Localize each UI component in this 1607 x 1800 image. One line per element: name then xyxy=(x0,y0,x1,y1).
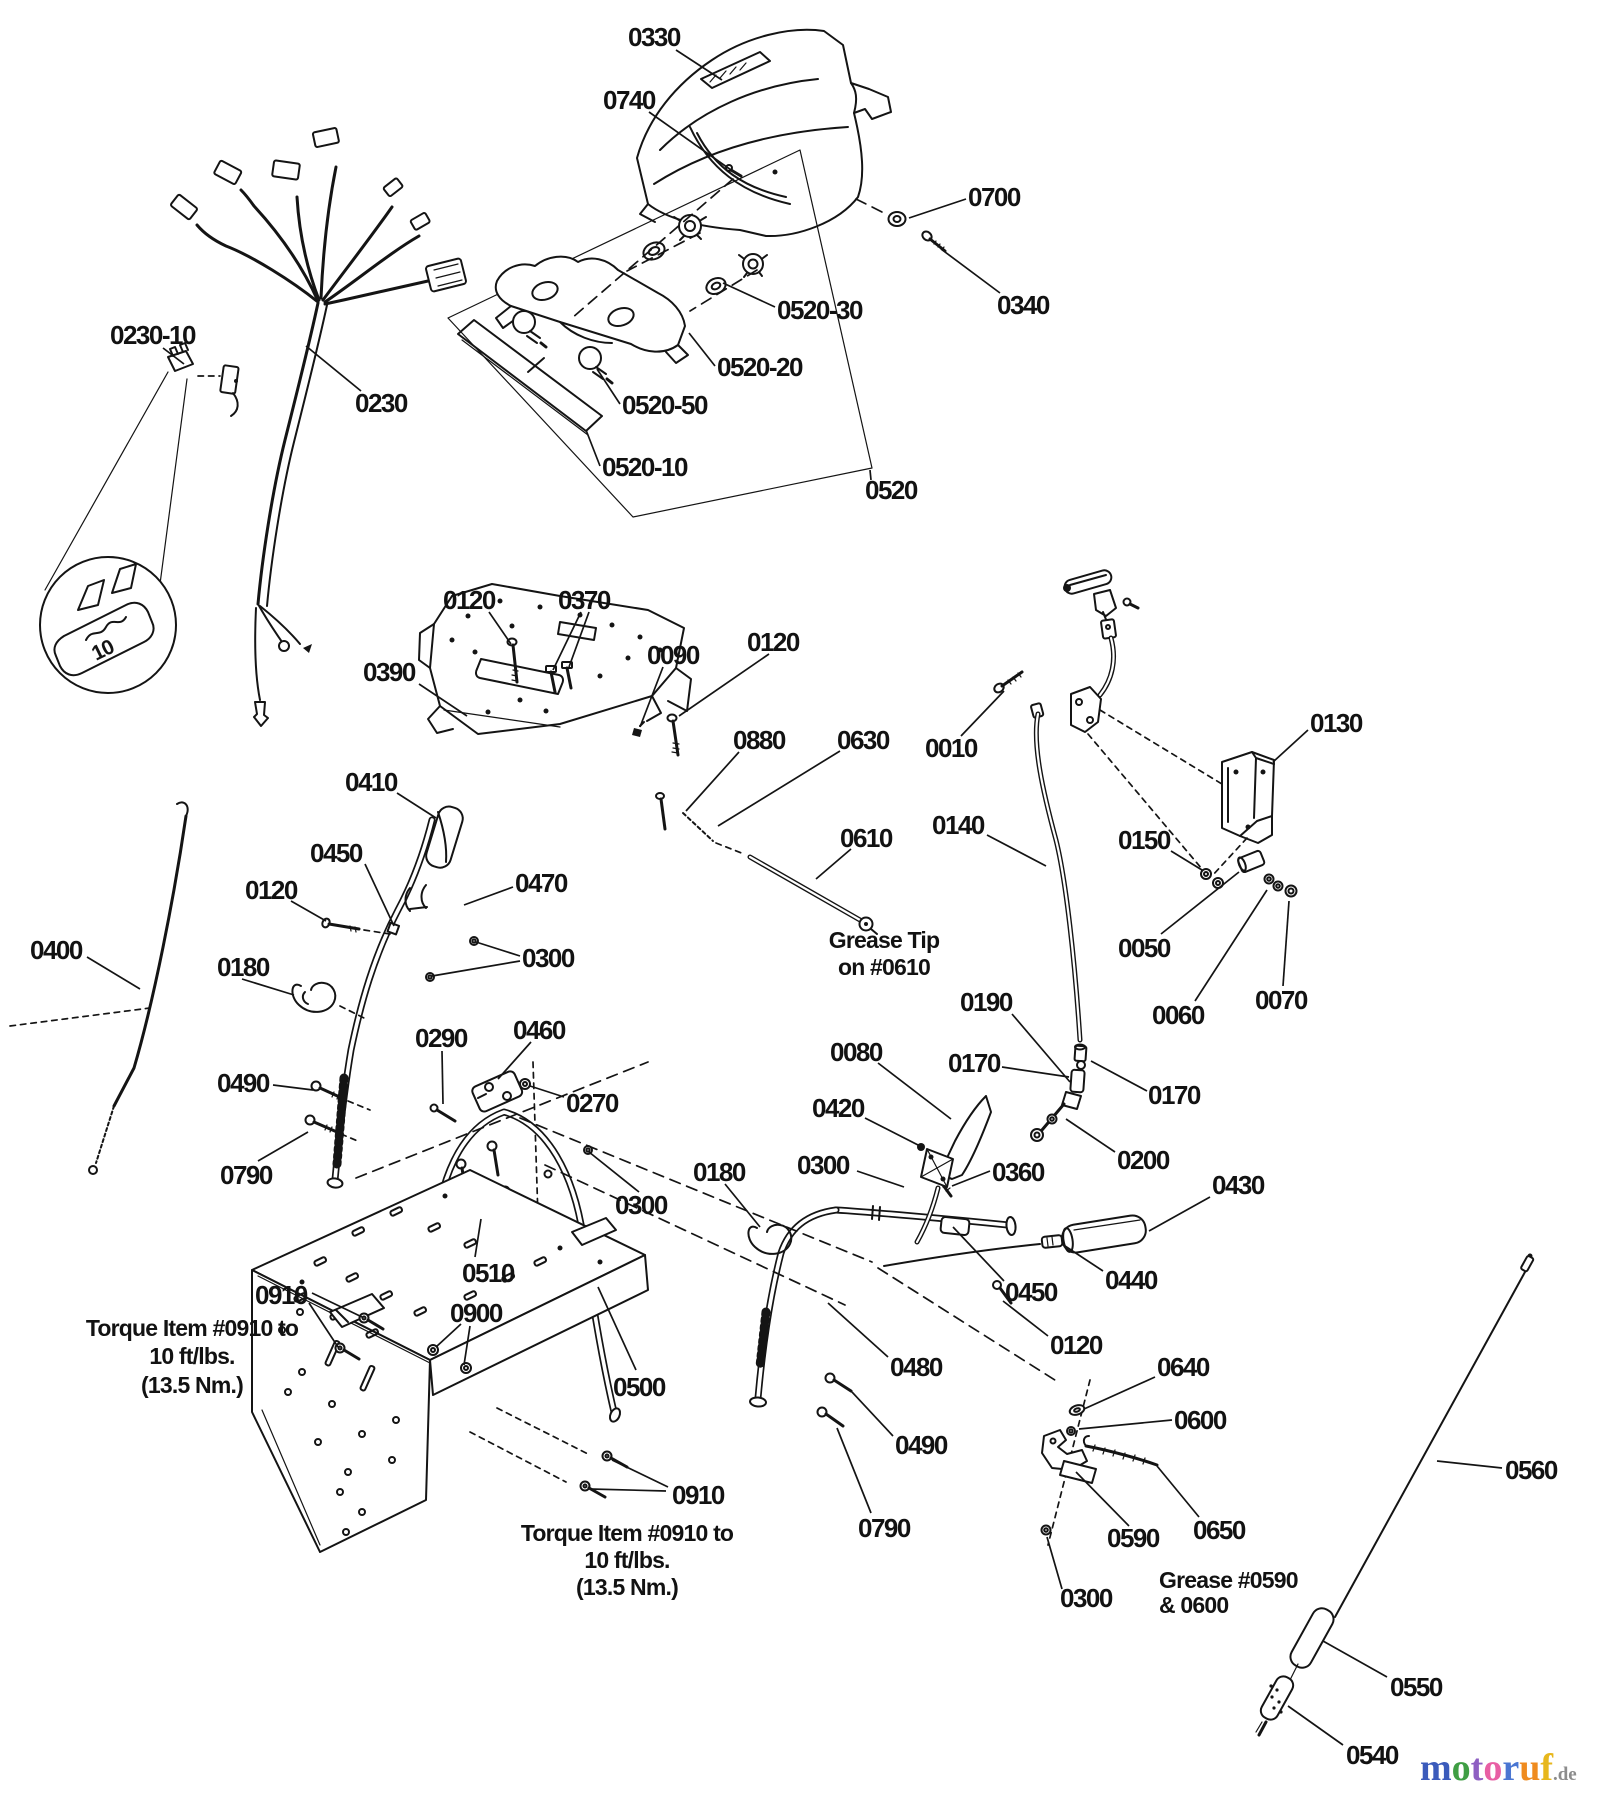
leader-line xyxy=(586,430,600,466)
part-callout: 0340 xyxy=(997,290,1049,320)
logo-letter: o xyxy=(1483,1747,1503,1789)
part-callout: 0180 xyxy=(693,1157,745,1187)
leader-line xyxy=(273,1085,313,1090)
leader-line xyxy=(1157,1466,1199,1517)
leader-line xyxy=(590,1489,666,1491)
part-callout: 0170 xyxy=(948,1048,1000,1078)
annotation-text: (13.5 Nm.) xyxy=(576,1574,678,1600)
leader-line xyxy=(589,1152,639,1192)
leader-line xyxy=(865,1118,920,1146)
part-callout: 0120 xyxy=(747,627,799,657)
part-callout: 0470 xyxy=(515,868,567,898)
part-callout: 0650 xyxy=(1193,1515,1245,1545)
part-callout: 0370 xyxy=(558,585,610,615)
part-callout: 0430 xyxy=(1212,1170,1264,1200)
part-callout: 0230 xyxy=(355,388,407,418)
leader-line xyxy=(857,1171,904,1187)
leader-line xyxy=(725,1184,760,1227)
spring-and-rod xyxy=(656,793,877,934)
part-callout: 0060 xyxy=(1152,1000,1204,1030)
part-callout: 0640 xyxy=(1157,1352,1209,1382)
leader-line xyxy=(718,751,840,826)
leader-line xyxy=(837,1428,871,1513)
part-callout: 0290 xyxy=(415,1023,467,1053)
part-callout: 0610 xyxy=(840,823,892,853)
leader-line xyxy=(1171,851,1202,870)
part-callout: 0190 xyxy=(960,987,1012,1017)
part-callout: 0590 xyxy=(1107,1523,1159,1553)
leader-line xyxy=(686,752,739,811)
part-callout: 0630 xyxy=(837,725,889,755)
leader-line xyxy=(1273,730,1308,762)
annotation-text: 10 ft/lbs. xyxy=(584,1547,670,1573)
part-callout: 0130 xyxy=(1310,708,1362,738)
base-plate xyxy=(252,1170,648,1552)
part-callout: 0910 xyxy=(672,1480,724,1510)
part-callout: 0360 xyxy=(992,1157,1044,1187)
leader-line xyxy=(1091,1061,1147,1091)
leader-line xyxy=(987,835,1046,866)
annotation-text: (13.5 Nm.) xyxy=(141,1372,243,1398)
leader-line xyxy=(1084,1377,1155,1409)
leader-line xyxy=(1288,1706,1343,1745)
leader-line xyxy=(597,369,620,404)
leader-line xyxy=(941,249,1000,293)
part-callout: 0900 xyxy=(450,1298,502,1328)
part-callout: 0700 xyxy=(968,182,1020,212)
logo-letter: f xyxy=(1540,1747,1553,1789)
leader-line xyxy=(258,1132,308,1161)
leader-line xyxy=(1161,872,1239,934)
part-callout: 0500 xyxy=(613,1372,665,1402)
part-callout: 0520-20 xyxy=(717,352,802,382)
annotation-text: Torque Item #0910 to xyxy=(520,1520,734,1546)
part-callout: 0520 xyxy=(865,475,917,505)
part-callout: 0270 xyxy=(566,1088,618,1118)
part-callout: 0440 xyxy=(1105,1265,1157,1295)
annotation-text: & 0600 xyxy=(1159,1592,1229,1618)
leader-line xyxy=(306,346,361,391)
part-callout: 0490 xyxy=(895,1430,947,1460)
cable-hanger xyxy=(1042,1380,1158,1545)
leader-line xyxy=(464,887,513,905)
part-callout: 0080 xyxy=(830,1037,882,1067)
leader-line xyxy=(828,1303,888,1357)
leader-line xyxy=(689,333,715,366)
logo-letter: o xyxy=(1451,1747,1471,1789)
part-callout: 0230-10 xyxy=(110,320,195,350)
part-callout: 0300 xyxy=(1060,1583,1112,1613)
fuse-magnifier xyxy=(40,372,187,693)
leader-line xyxy=(442,1051,443,1104)
part-callout: 0120 xyxy=(1050,1330,1102,1360)
part-callout: 0390 xyxy=(363,657,415,687)
part-callout: 0790 xyxy=(220,1160,272,1190)
annotation-text: on #0610 xyxy=(837,954,931,980)
leader-line xyxy=(1047,1537,1062,1589)
part-callout: 0140 xyxy=(932,810,984,840)
logo-letter: m xyxy=(1420,1747,1452,1789)
leader-line xyxy=(365,864,394,926)
part-callout: 0300 xyxy=(615,1190,667,1220)
leader-line xyxy=(1149,1197,1210,1231)
part-callout: 0410 xyxy=(345,767,397,797)
part-callout: 0480 xyxy=(890,1352,942,1382)
part-callout: 0180 xyxy=(217,952,269,982)
leader-line xyxy=(1323,1641,1387,1677)
part-callouts xyxy=(30,22,1558,1770)
bracket-0130 xyxy=(1201,752,1297,897)
part-callout: 0300 xyxy=(797,1150,849,1180)
leader-line xyxy=(1437,1461,1502,1468)
leader-line xyxy=(612,1460,668,1487)
motoruf-logo xyxy=(1420,1748,1577,1795)
annotation-text: Grease Tip xyxy=(828,927,940,953)
part-callout: 0550 xyxy=(1390,1672,1442,1702)
fuse-amp-rating: 10 xyxy=(88,635,118,666)
leader-line xyxy=(397,793,436,818)
leader-line xyxy=(1283,901,1289,986)
part-callout: 0420 xyxy=(812,1093,864,1123)
hood-fasteners xyxy=(889,212,946,251)
part-callout: 0330 xyxy=(628,22,680,52)
part-callout: 0910 xyxy=(255,1280,307,1310)
part-callout: 0520-10 xyxy=(602,452,687,482)
leader-line xyxy=(878,1063,951,1119)
logo-letter: r xyxy=(1502,1747,1520,1789)
part-callout: 0120 xyxy=(443,585,495,615)
part-callout: 0600 xyxy=(1174,1405,1226,1435)
part-callout: 0520-50 xyxy=(622,390,707,420)
leader-line xyxy=(1066,1119,1115,1152)
leader-line xyxy=(1012,1014,1070,1082)
chute-crank xyxy=(1063,569,1245,869)
leader-line xyxy=(432,961,520,976)
leader-line xyxy=(1079,1420,1172,1429)
leader-line xyxy=(530,1086,564,1097)
part-callout: 0050 xyxy=(1118,933,1170,963)
part-callout: 0540 xyxy=(1346,1740,1398,1770)
logo-letter: t xyxy=(1470,1747,1484,1789)
part-callout: 0880 xyxy=(733,725,785,755)
part-callout: 0790 xyxy=(858,1513,910,1543)
part-callout: 0460 xyxy=(513,1015,565,1045)
annotation-text: Grease #0590 xyxy=(1159,1567,1298,1593)
leader-line xyxy=(816,849,851,879)
logo-brand-letters xyxy=(1420,1747,1553,1789)
part-callout: 0490 xyxy=(217,1068,269,1098)
part-callout: 0520-30 xyxy=(777,295,862,325)
part-callout: 0150 xyxy=(1118,825,1170,855)
leader-line xyxy=(852,1392,893,1436)
annotation-text: Torque Item #0910 to xyxy=(85,1315,299,1341)
leader-line xyxy=(476,942,520,956)
leader-line xyxy=(87,957,140,989)
part-callout: 0070 xyxy=(1255,985,1307,1015)
part-callout: 0200 xyxy=(1117,1145,1169,1175)
part-callout: 0120 xyxy=(245,875,297,905)
logo-suffix: .de xyxy=(1552,1764,1577,1785)
cable-0560 xyxy=(1256,1254,1534,1736)
part-callout: 0300 xyxy=(522,943,574,973)
diagram-line-art xyxy=(10,30,1534,1735)
bolt-0010 xyxy=(993,672,1022,694)
part-callout: 0450 xyxy=(310,838,362,868)
part-callout: 0170 xyxy=(1148,1080,1200,1110)
part-callout: 0400 xyxy=(30,935,82,965)
leader-line xyxy=(1076,1472,1129,1526)
wiring-harness xyxy=(168,128,467,726)
part-callout: 0560 xyxy=(1505,1455,1557,1485)
part-callout: 0090 xyxy=(647,640,699,670)
leader-line xyxy=(723,283,775,307)
part-callout: 0010 xyxy=(925,733,977,763)
part-callout: 0740 xyxy=(603,85,655,115)
leader-line xyxy=(909,199,966,218)
hood-part xyxy=(637,30,891,236)
annotation-text: 10 ft/lbs. xyxy=(149,1343,235,1369)
part-callout: 0450 xyxy=(1005,1277,1057,1307)
part-callout: 0510 xyxy=(462,1258,514,1288)
leader-line xyxy=(961,691,1004,736)
logo-letter: u xyxy=(1519,1747,1541,1789)
